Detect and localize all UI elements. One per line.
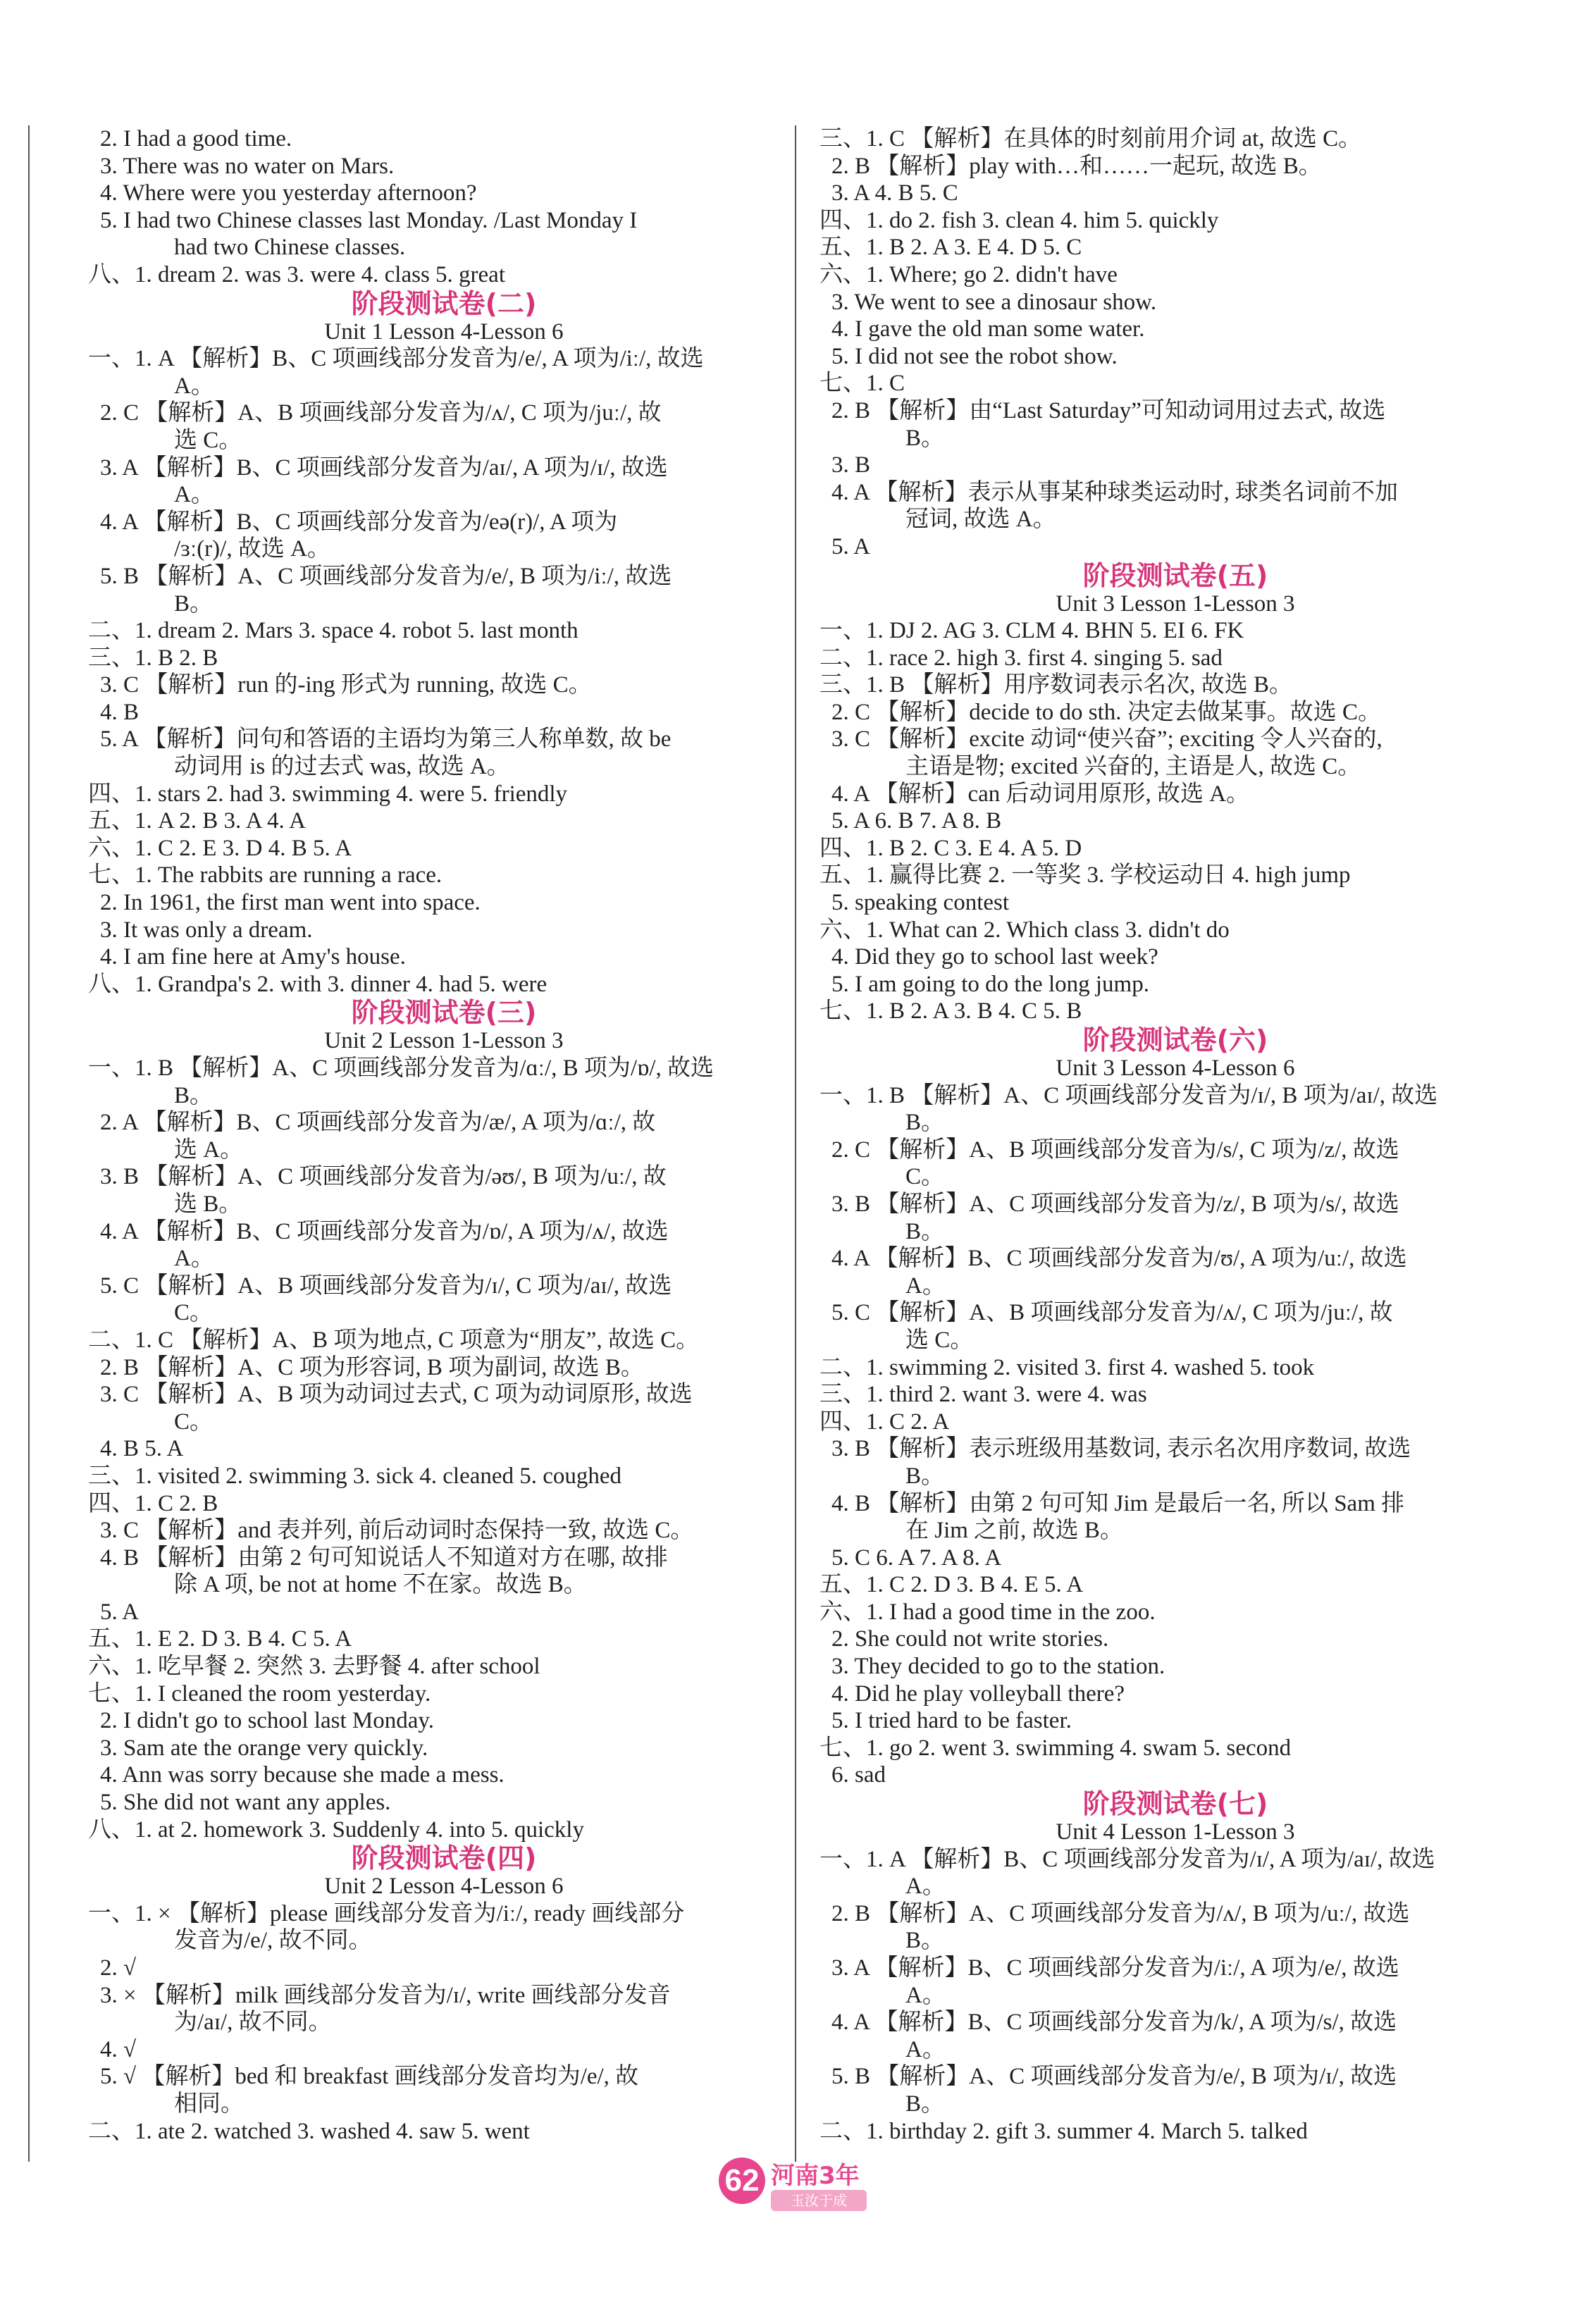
answer-line: 四、1. C 2. A	[819, 1409, 950, 1435]
answer-line: 4. B 5. A	[100, 1436, 184, 1462]
answer-line: 3. We went to see a dinosaur show.	[831, 289, 1157, 315]
answer-line: 2. C 【解析】decide to do sth. 决定去做某事。故选 C。	[831, 699, 1382, 725]
answer-line: 5. A	[100, 1599, 140, 1625]
answer-line: A。	[905, 1982, 946, 2008]
answer-line: 4. B 【解析】由第 2 句可知 Jim 是最后一名, 所以 Sam 排	[831, 1490, 1405, 1516]
answer-line: 2. B 【解析】play with…和……一起玩, 故选 B。	[831, 153, 1322, 179]
answer-line: 六、1. What can 2. Which class 3. didn't do	[819, 917, 1230, 943]
answer-line: 3. A 4. B 5. C	[831, 180, 958, 206]
answer-line: 3. They decided to go to the station.	[831, 1654, 1165, 1680]
answer-line: C。	[174, 1409, 214, 1435]
unit-heading: Unit 3 Lesson 1-Lesson 3	[1056, 590, 1295, 617]
answer-line: 七、1. I cleaned the room yesterday.	[88, 1680, 431, 1707]
answer-line: C。	[174, 1300, 214, 1326]
answer-line: 3. C 【解析】and 表并列, 前后动词时态保持一致, 故选 C。	[100, 1518, 694, 1544]
answer-line: 5. speaking contest	[831, 890, 1010, 916]
unit-heading: Unit 3 Lesson 4-Lesson 6	[1056, 1056, 1295, 1081]
answer-line: 3. A 【解析】B、C 项画线部分发音为/iː/, A 项为/e/, 故选	[831, 1955, 1399, 1981]
answer-line: 为/aɪ/, 故不同。	[174, 2010, 332, 2036]
answer-line: 五、1. 赢得比赛 2. 一等奖 3. 学校运动日 4. high jump	[819, 862, 1351, 889]
answer-line: 3. B	[831, 452, 871, 478]
answer-line: 二、1. ate 2. watched 3. washed 4. saw 5. went	[88, 2118, 530, 2144]
answer-line: 六、1. Where; go 2. didn't have	[819, 261, 1118, 287]
answer-line: 4. A 【解析】B、C 项画线部分发音为/ɒ/, A 项为/ʌ/, 故选	[100, 1218, 669, 1244]
page-footer	[719, 2156, 888, 2224]
answer-line: 5. I am going to do the long jump.	[831, 971, 1149, 997]
left-column	[88, 125, 800, 2145]
answer-line: 选 C。	[905, 1327, 974, 1353]
answer-line: 6. sad	[831, 1762, 886, 1788]
answer-line: 一、1. B 【解析】A、C 项画线部分发音为/ɪ/, B 项为/aɪ/, 故选	[819, 1082, 1438, 1108]
answer-line: B。	[174, 1082, 214, 1108]
answer-line: 5. C 6. A 7. A 8. A	[831, 1545, 1002, 1571]
answer-line: 5. A 【解析】问句和答语的主语均为第三人称单数, 故 be	[100, 726, 672, 753]
answer-line: 在 Jim 之前, 故选 B。	[905, 1518, 1123, 1544]
answer-line: 八、1. at 2. homework 3. Suddenly 4. into 5. quickly	[88, 1816, 584, 1843]
answer-line: 五、1. E 2. D 3. B 4. C 5. A	[88, 1626, 352, 1652]
answer-line: 发音为/e/, 故不同。	[174, 1928, 372, 1954]
section-title: 阶段测试卷(七)	[1082, 1788, 1268, 1820]
answer-line: 二、1. swimming 2. visited 3. first 4. washed 5. took	[819, 1354, 1315, 1380]
answer-line: 主语是物; excited 兴奋的, 主语是人, 故选 C。	[905, 754, 1361, 780]
answer-line: 5. C 【解析】A、B 项画线部分发音为/ʌ/, C 项为/juː/, 故	[831, 1300, 1393, 1326]
answer-line: 5. I did not see the robot show.	[831, 343, 1118, 369]
answer-line: B。	[905, 1110, 945, 1136]
section-title: 阶段测试卷(四)	[351, 1843, 537, 1874]
answer-line: 5. A 6. B 7. A 8. B	[831, 808, 1002, 834]
answer-line: 4. A 【解析】B、C 项画线部分发音为/ʊ/, A 项为/uː/, 故选	[831, 1246, 1407, 1272]
answer-line: 5. C 【解析】A、B 项画线部分发音为/ɪ/, C 项为/aɪ/, 故选	[100, 1273, 672, 1299]
answer-line: A。	[174, 482, 214, 508]
answer-line: 4. Where were you yesterday afternoon?	[100, 180, 477, 206]
answer-line: 二、1. dream 2. Mars 3. space 4. robot 5. last month	[88, 618, 579, 644]
answer-line: 二、1. race 2. high 3. first 4. singing 5. sad	[819, 645, 1223, 671]
answer-line: 三、1. B 【解析】用序数词表示名次, 故选 B。	[819, 672, 1293, 698]
answer-line: 五、1. C 2. D 3. B 4. E 5. A	[819, 1572, 1084, 1598]
answer-line: 2. I had a good time.	[100, 126, 292, 151]
answer-line: 四、1. do 2. fish 3. clean 4. him 5. quickly	[819, 207, 1219, 233]
answer-line: /ɜː(r)/, 故选 A。	[174, 536, 330, 562]
answer-line: 3. There was no water on Mars.	[100, 153, 395, 179]
footer-brand-label: 玉汝于成	[771, 2190, 867, 2211]
answer-line: 5. I tried hard to be faster.	[831, 1708, 1072, 1734]
answer-line: A。	[905, 1874, 946, 1900]
answer-line: 三、1. B 2. B	[88, 645, 218, 671]
answer-line: 选 A。	[174, 1137, 244, 1163]
answer-line: 三、1. third 2. want 3. were 4. was	[819, 1382, 1147, 1408]
answer-line: 3. Sam ate the orange very quickly.	[100, 1735, 428, 1761]
answer-line: 5. I had two Chinese classes last Monday. /Last Monday I	[100, 207, 638, 233]
answer-line: 4. A 【解析】表示从事某种球类运动时, 球类名词前不加	[831, 479, 1398, 505]
answer-line: 2. B 【解析】A、C 项画线部分发音为/ʌ/, B 项为/uː/, 故选	[831, 1900, 1410, 1926]
answer-line: 八、1. Grandpa's 2. with 3. dinner 4. had 5. were	[88, 971, 548, 997]
answer-line: 4. A 【解析】B、C 项画线部分发音为/eə(r)/, A 项为	[100, 509, 618, 535]
answer-line: 3. It was only a dream.	[100, 917, 313, 943]
section-title: 阶段测试卷(二)	[351, 287, 537, 319]
answer-line: 二、1. birthday 2. gift 3. summer 4. March 5. talked	[819, 2118, 1308, 2144]
answer-line: 4. I am fine here at Amy's house.	[100, 944, 406, 970]
answer-line: 5. B 【解析】A、C 项画线部分发音为/e/, B 项为/ɪ/, 故选	[831, 2064, 1397, 2090]
answer-line: 5. B 【解析】A、C 项画线部分发音为/e/, B 项为/iː/, 故选	[100, 563, 672, 589]
answer-line: B。	[905, 1463, 945, 1489]
unit-heading: Unit 1 Lesson 4-Lesson 6	[324, 318, 564, 345]
answer-line: had two Chinese classes.	[174, 235, 406, 261]
answer-line: B。	[905, 2091, 945, 2117]
unit-heading: Unit 2 Lesson 1-Lesson 3	[324, 1028, 564, 1054]
answer-line: 2. B 【解析】由“Last Saturday”可知动词用过去式, 故选	[831, 397, 1386, 423]
answer-line: 4. B 【解析】由第 2 句可知说话人不知道对方在哪, 故排	[100, 1545, 668, 1571]
answer-line: 3. B 【解析】表示班级用基数词, 表示名次用序数词, 故选	[831, 1436, 1411, 1462]
answer-line: 六、1. C 2. E 3. D 4. B 5. A	[88, 835, 352, 861]
answer-line: 一、1. DJ 2. AG 3. CLM 4. BHN 5. EI 6. FK	[819, 618, 1244, 644]
answer-line: A。	[905, 2036, 946, 2062]
answer-line: 二、1. C 【解析】A、B 项为地点, C 项意为“朋友”, 故选 C。	[88, 1327, 700, 1353]
answer-line: 三、1. visited 2. swimming 3. sick 4. cleaned 5. coughed	[88, 1463, 622, 1489]
footer-region-label: 河南3年	[771, 2162, 860, 2190]
answer-line: A。	[905, 1273, 946, 1299]
answer-line: 2. B 【解析】A、C 项为形容词, B 项为副词, 故选 B。	[100, 1354, 644, 1380]
answer-line: 3. C 【解析】A、B 项为动词过去式, C 项为动词原形, 故选	[100, 1382, 693, 1408]
answer-line: 4. I gave the old man some water.	[831, 316, 1145, 342]
answer-line: 一、1. A 【解析】B、C 项画线部分发音为/ɪ/, A 项为/aɪ/, 故选	[819, 1846, 1435, 1872]
answer-line: 5. A	[831, 533, 871, 559]
answer-line: 4. A 【解析】B、C 项画线部分发音为/k/, A 项为/s/, 故选	[831, 2010, 1397, 2036]
answer-line: 4. √	[100, 2036, 137, 2062]
answer-line: 七、1. go 2. went 3. swimming 4. swam 5. second	[819, 1735, 1292, 1761]
answer-line: 三、1. C 【解析】在具体的时刻前用介词 at, 故选 C。	[819, 126, 1362, 151]
answer-line: 3. C 【解析】run 的-ing 形式为 running, 故选 C。	[100, 672, 592, 698]
answer-line: 2. C 【解析】A、B 项画线部分发音为/s/, C 项为/z/, 故选	[831, 1137, 1399, 1163]
answer-line: 相同。	[174, 2091, 244, 2117]
answer-line: 2. In 1961, the first man went into space.	[100, 890, 481, 916]
answer-line: 五、1. B 2. A 3. E 4. D 5. C	[819, 235, 1082, 261]
answer-line: 4. A 【解析】can 后动词用原形, 故选 A。	[831, 781, 1250, 807]
answer-line: 一、1. × 【解析】please 画线部分发音为/iː/, ready 画线部分	[88, 1900, 685, 1926]
answer-line: 3. B 【解析】A、C 项画线部分发音为/z/, B 项为/s/, 故选	[831, 1191, 1399, 1217]
answer-line: 六、1. 吃早餐 2. 突然 3. 去野餐 4. after school	[88, 1654, 540, 1680]
answer-line: 3. C 【解析】excite 动词“使兴奋”; exciting 令人兴奋的,	[831, 726, 1382, 753]
unit-heading: Unit 4 Lesson 1-Lesson 3	[1056, 1819, 1295, 1845]
answer-line: 5. √ 【解析】bed 和 breakfast 画线部分发音均为/e/, 故	[100, 2064, 639, 2090]
right-column	[819, 125, 1531, 2145]
answer-line: B。	[174, 590, 214, 617]
answer-line: 4. Did he play volleyball there?	[831, 1680, 1125, 1707]
answer-line: A。	[174, 373, 214, 399]
answer-line: 冠词, 故选 A。	[905, 507, 1056, 533]
section-title: 阶段测试卷(六)	[1082, 1024, 1268, 1056]
answer-line: 4. B	[100, 699, 140, 725]
answer-line: B。	[905, 1928, 945, 1954]
answer-line: 四、1. stars 2. had 3. swimming 4. were 5. friendly	[88, 781, 568, 807]
answer-line: 四、1. B 2. C 3. E 4. A 5. D	[819, 835, 1082, 861]
answer-line: 选 B。	[174, 1191, 242, 1217]
answer-line: 一、1. A 【解析】B、C 项画线部分发音为/e/, A 项为/iː/, 故选	[88, 346, 704, 372]
answer-line: 四、1. C 2. B	[88, 1490, 218, 1516]
answer-line: 2. I didn't go to school last Monday.	[100, 1708, 435, 1734]
answer-line: 5. She did not want any apples.	[100, 1790, 391, 1816]
answer-line: 选 C。	[174, 427, 242, 453]
page-number-badge: 62	[719, 2158, 765, 2204]
answer-line: B。	[905, 1218, 945, 1244]
answer-line: 除 A 项, be not at home 不在家。故选 B。	[174, 1572, 587, 1598]
answer-line: 动词用 is 的过去式 was, 故选 A。	[174, 754, 510, 780]
answer-line: 3. A 【解析】B、C 项画线部分发音为/aɪ/, A 项为/ɪ/, 故选	[100, 454, 668, 481]
answer-line: 4. Ann was sorry because she made a mess.	[100, 1762, 505, 1788]
answer-line: 2. She could not write stories.	[831, 1626, 1109, 1652]
left-margin-rule	[28, 125, 30, 2162]
answer-line: A。	[174, 1246, 214, 1272]
answer-line: 2. √	[100, 1955, 137, 1981]
answer-line: 八、1. dream 2. was 3. were 4. class 5. great	[88, 261, 505, 287]
answer-line: B。	[905, 425, 945, 451]
answer-line: 2. A 【解析】B、C 项画线部分发音为/æ/, A 项为/ɑː/, 故	[100, 1110, 656, 1136]
answer-line: 六、1. I had a good time in the zoo.	[819, 1599, 1156, 1625]
answer-line: 七、1. The rabbits are running a race.	[88, 862, 443, 889]
answer-line: 3. × 【解析】milk 画线部分发音为/ɪ/, write 画线部分发音	[100, 1982, 671, 2008]
answer-line: 七、1. B 2. A 3. B 4. C 5. B	[819, 998, 1082, 1024]
answer-line: 五、1. A 2. B 3. A 4. A	[88, 808, 306, 834]
section-title: 阶段测试卷(五)	[1082, 559, 1268, 591]
answer-line: 一、1. B 【解析】A、C 项画线部分发音为/ɑː/, B 项为/ɒ/, 故选	[88, 1056, 714, 1081]
answer-line: 七、1. C	[819, 371, 905, 397]
answer-line: 3. B 【解析】A、C 项画线部分发音为/əʊ/, B 项为/uː/, 故	[100, 1164, 667, 1190]
answer-line: 4. Did they go to school last week?	[831, 944, 1158, 970]
unit-heading: Unit 2 Lesson 4-Lesson 6	[324, 1874, 564, 1900]
section-title: 阶段测试卷(三)	[351, 997, 537, 1029]
answer-line: C。	[905, 1164, 945, 1190]
answer-line: 2. C 【解析】A、B 项画线部分发音为/ʌ/, C 项为/juː/, 故	[100, 400, 662, 426]
